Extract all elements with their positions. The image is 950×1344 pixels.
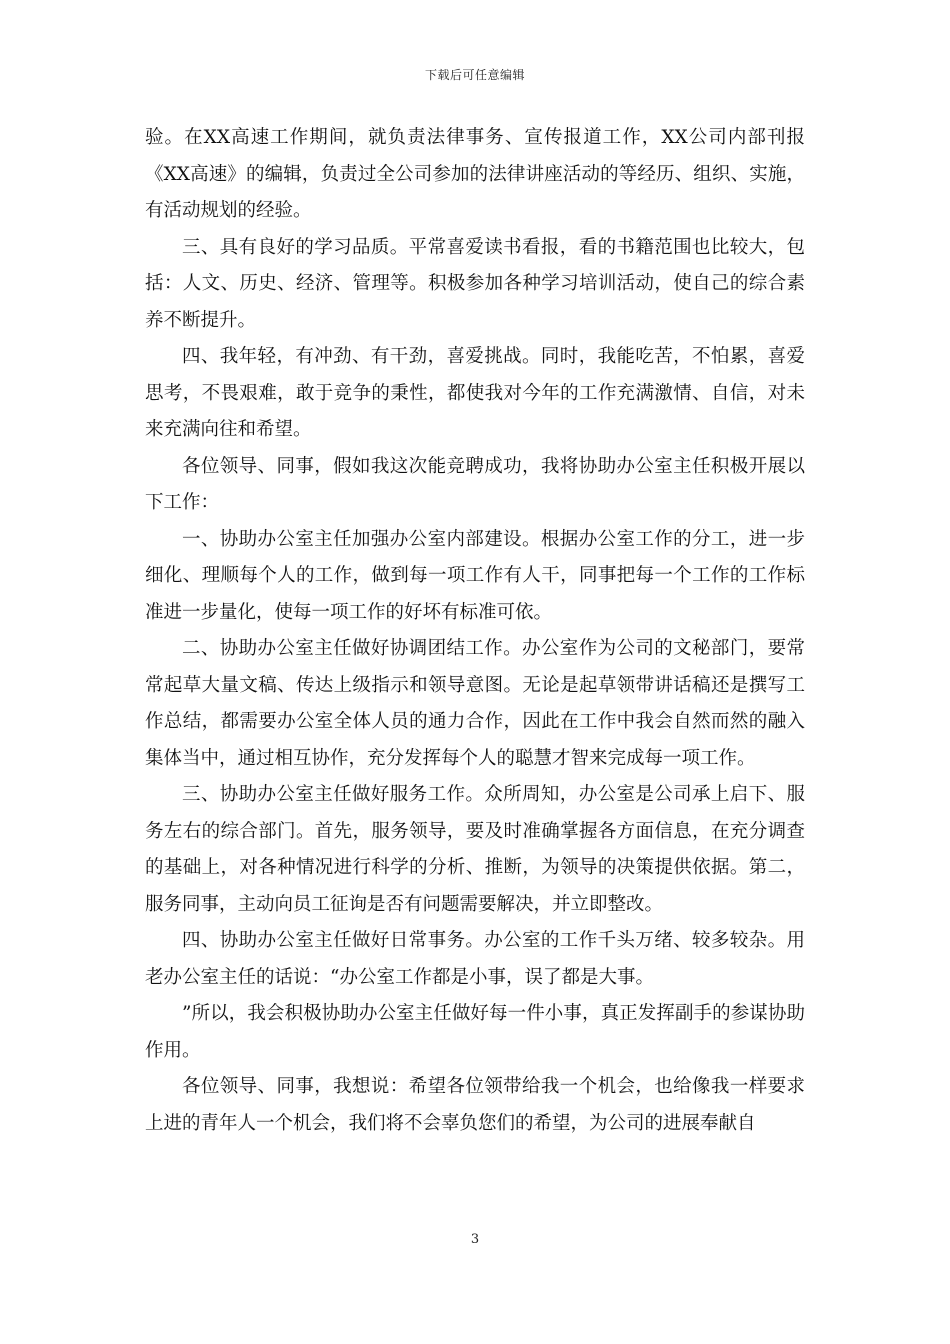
- paragraph-continuation: 验。在XX高速工作期间，就负责法律事务、宣传报道工作，XX公司内部刊报《XX高速》的编辑，负责过全公司参加的法律讲座活动的等经历、组织、实施，有活动规划的经验。: [145, 127, 805, 221]
- paragraph: 各位领导、同事，假如我这次能竞聘成功，我将协助办公室主任积极开展以下工作：: [145, 455, 805, 513]
- paragraph: 二、协助办公室主任做好协调团结工作。办公室作为公司的文秘部门，要常常起草大量文稿、传达上级指示和领导意图。无论是起草领带讲话稿还是撰写工作总结，都需要办公室全体人员的通力合作，因此在工作中我会自然而然的融入集体当中，通过相互协作，充分发挥每个人的聪慧才智来完成每一项工作。: [145, 638, 805, 769]
- paragraph: 一、协助办公室主任加强办公室内部建设。根据办公室工作的分工，进一步细化、理顺每个人的工作，做到每一项工作有人干，同事把每一个工作的工作标准进一步量化，使每一项工作的好坏有标准可依。: [145, 528, 805, 623]
- paragraph: 三、协助办公室主任做好服务工作。众所周知，办公室是公司承上启下、服务左右的综合部门。首先，服务领导，要及时准确掌握各方面信息，在充分调查的基础上，对各种情况进行科学的分析、推断，为领导的决策提供依据。第二，服务同事，主动向员工征询是否有问题需要解决，并立即整改。: [145, 784, 805, 915]
- paragraph: 四、协助办公室主任做好日常事务。办公室的工作千头万绪、较多较杂。用老办公室主任的话说：“办公室工作都是小事，误了都是大事。: [145, 930, 805, 988]
- paragraph: 三、具有良好的学习品质。平常喜爱读书看报，看的书籍范围也比较大，包括：人文、历史、经济、管理等。积极参加各种学习培训活动，使自己的综合素养不断提升。: [145, 236, 805, 331]
- document-body: [145, 120, 805, 1142]
- page-header: 下载后可任意编辑: [424, 68, 525, 82]
- page-number: 3: [470, 1232, 480, 1247]
- paragraph: 四、我年轻，有冲劲、有干劲，喜爱挑战。同时，我能吃苦，不怕累，喜爱思考，不畏艰难，敢于竞争的秉性，都使我对今年的工作充满激情、自信，对未来充满向往和希望。: [145, 346, 805, 440]
- paragraph: ”所以，我会积极协助办公室主任做好每一件小事，真正发挥副手的参谋协助作用。: [145, 1003, 805, 1061]
- paragraph: 各位领导、同事，我想说：希望各位领带给我一个机会，也给像我一样要求上进的青年人一个机会，我们将不会辜负您们的希望，为公司的进展奉献自: [145, 1076, 805, 1134]
